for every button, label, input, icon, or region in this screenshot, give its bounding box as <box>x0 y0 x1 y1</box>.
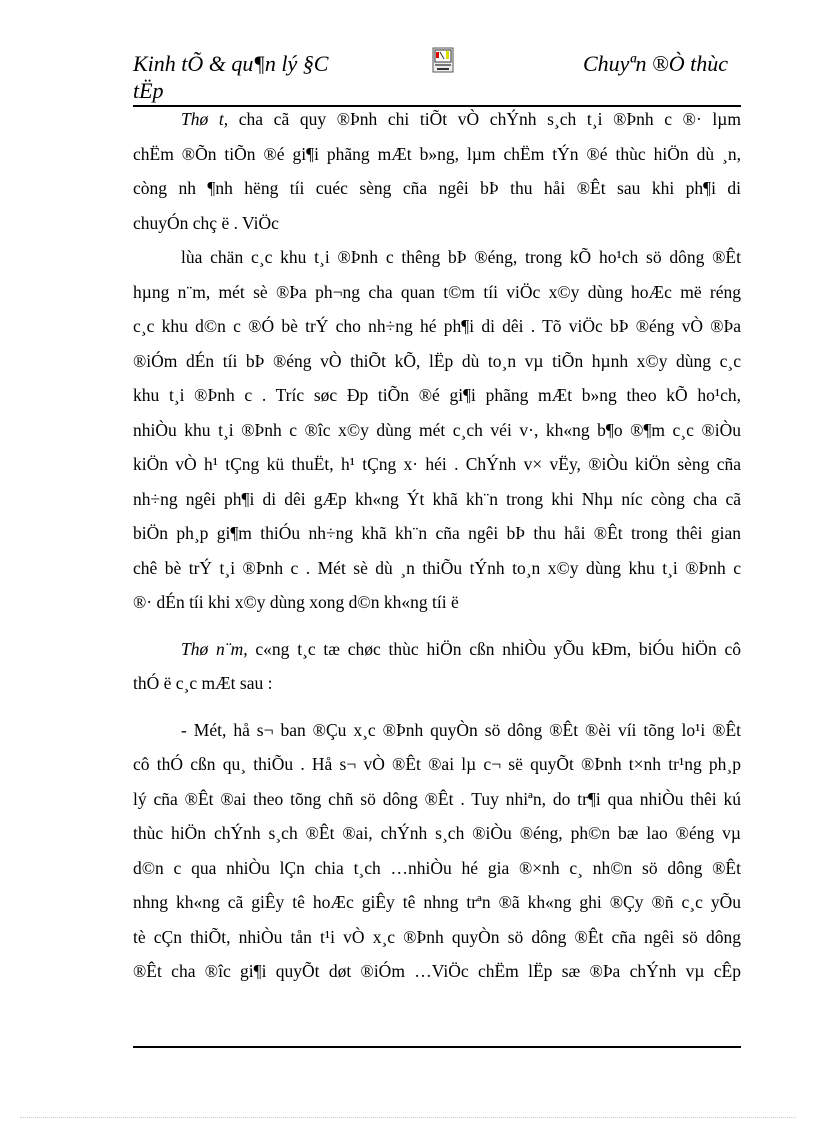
line-text: ®· dÉn tíi khi x©y dùng xong d©n kh«ng tíi ë <box>133 592 459 612</box>
paragraph <box>133 632 741 701</box>
line-text: d©n c qua nhiÒu lÇn chia t¸ch …nhiÒu hé gia ®×nh c¸ nh©n sö dông ®Êt <box>133 857 741 878</box>
text-line <box>133 666 741 701</box>
paragraph <box>133 713 741 989</box>
text-line <box>133 309 741 344</box>
footer-rule <box>133 1046 741 1048</box>
header-right-title: Chuyªn ®Ò thùc <box>583 51 728 76</box>
text-line <box>133 137 741 172</box>
text-line <box>133 516 741 551</box>
line-text: kiÖn vÒ h¹ tÇng kü thuËt, h¹ tÇng x· héi . ChÝnh v× vËy, ®iÒu kiÖn sèng cña <box>133 454 741 474</box>
line-text: nhiÒu khu t¸i ®Þnh c ®îc x©y dùng mét c¸ch véi v·, kh«ng b¶o ®¶m c¸c ®iÒu <box>133 419 741 440</box>
document-body <box>133 102 741 989</box>
page-edge-divider <box>20 1117 796 1118</box>
line-text: c«ng t¸c tæ chøc thùc hiÖn cßn nhiÒu yÕu kÐm, biÓu hiÖn cô <box>255 638 741 659</box>
line-text: thÓ ë c¸c mÆt sau : <box>133 673 273 693</box>
text-line <box>133 378 741 413</box>
text-line <box>133 816 741 851</box>
line-text: còng nh ¶nh hëng tíi cuéc sèng cña ngêi bÞ thu håi ®Êt sau khi ph¶i di <box>133 178 741 198</box>
line-text: ®iÓm dÉn tíi bÞ ®éng vÒ thiÕt kÕ, lËp dù to¸n vµ tiÕn hµnh x©y dùng c¸c <box>133 350 741 371</box>
text-line <box>133 632 741 667</box>
text-line <box>133 275 741 310</box>
line-text: biÖn ph¸p gi¶m thiÓu nh÷ng khã kh¨n cña ngêi bÞ thu håi ®Êt trong thêi gian <box>133 523 741 543</box>
line-text: nh÷ng ngêi ph¶i di dêi gÆp kh«ng Ýt khã kh¨n trong khi Nhµ níc còng cha cã <box>133 488 741 509</box>
line-text: tè cÇn thiÕt, nhiÒu tån t¹i vÒ x¸c ®Þnh quyÒn sö dông ®Êt cña ngêi sö dông <box>133 926 741 947</box>
line-text: khu t¸i ®Þnh c . Tríc søc Ðp tiÕn ®é gi¶i phãng mÆt b»ng theo kÕ ho¹ch, <box>133 385 741 405</box>
text-line <box>133 713 741 748</box>
text-line <box>133 551 741 586</box>
line-text: thùc hiÖn chÝnh s¸ch ®Êt ®ai, chÝnh s¸ch ®iÒu ®éng, ph©n bæ lao ®éng vµ <box>133 823 741 843</box>
text-line <box>133 344 741 379</box>
text-line <box>133 447 741 482</box>
line-text: c¸c khu d©n c ®Ó bè trÝ cho nh÷ng hé ph¶i di dêi . Tõ viÖc bÞ ®éng vÒ ®Þa <box>133 316 741 336</box>
document-logo-icon <box>432 47 454 73</box>
text-line <box>133 920 741 955</box>
paragraph <box>133 240 741 620</box>
line-text: chê bè trÝ t¸i ®Þnh c . Mét sè dù ¸n thiÕu tÝnh to¸n x©y dùng khu t¸i ®Þnh c <box>133 557 741 578</box>
text-line <box>133 747 741 782</box>
text-line <box>133 851 741 886</box>
line-text: lý cña ®Êt ®ai theo tõng chñ sö dông ®Êt . Tuy nhiªn, do tr¶i qua nhiÒu thêi kú <box>133 788 741 809</box>
text-line <box>133 240 741 275</box>
text-line <box>133 482 741 517</box>
header-left-line1: Kinh tÕ & qu¶n lý §C <box>133 51 329 76</box>
line-text: chuyÓn chç ë . ViÖc <box>133 212 279 233</box>
paragraph-lead: Thø t, <box>181 109 229 129</box>
header-left-line2: tËp <box>133 78 164 103</box>
text-line <box>133 585 741 620</box>
line-text: nhng kh«ng cã giÊy tê hoÆc giÊy tê nhng trªn ®ã kh«ng ghi ®Çy ®ñ c¸c yÕu <box>133 892 741 912</box>
text-line <box>133 206 741 241</box>
text-line <box>133 885 741 920</box>
paragraph-lead: Thø n¨m, <box>181 638 248 659</box>
line-text: cha cã quy ®Þnh chi tiÕt vÒ chÝnh s¸ch t¸i ®Þnh c ®· lµm <box>238 109 741 129</box>
text-line <box>133 782 741 817</box>
text-line <box>133 102 741 137</box>
line-text: ®Êt cha ®îc gi¶i quyÕt døt ®iÓm …ViÖc chËm lËp sæ ®Þa chÝnh vµ cÊp <box>133 961 741 981</box>
text-line <box>133 413 741 448</box>
line-text: lùa chän c¸c khu t¸i ®Þnh c thêng bÞ ®éng, trong kÕ ho¹ch sö dông ®Êt <box>181 247 741 267</box>
line-text: - Mét, hå s¬ ban ®Çu x¸c ®Þnh quyÒn sö dông ®Êt ®èi víi tõng lo¹i ®Êt <box>181 719 741 740</box>
header-left-title <box>133 50 328 104</box>
line-text: chËm ®Õn tiÕn ®é gi¶i phãng mÆt b»ng, lµm chËm tÝn ®é thùc hiÖn dù ¸n, <box>133 143 741 164</box>
paragraph <box>133 102 741 240</box>
line-text: hµng n¨m, mét sè ®Þa ph¬ng cha quan t©m tíi viÖc x©y dùng hoÆc më réng <box>133 281 741 302</box>
text-line <box>133 171 741 206</box>
text-line <box>133 954 741 989</box>
line-text: cô thÓ cßn qu¸ thiÕu . Hå s¬ vÒ ®Êt ®ai lµ c¬ së quyÕt ®Þnh t×nh tr¹ng ph¸p <box>133 754 741 774</box>
